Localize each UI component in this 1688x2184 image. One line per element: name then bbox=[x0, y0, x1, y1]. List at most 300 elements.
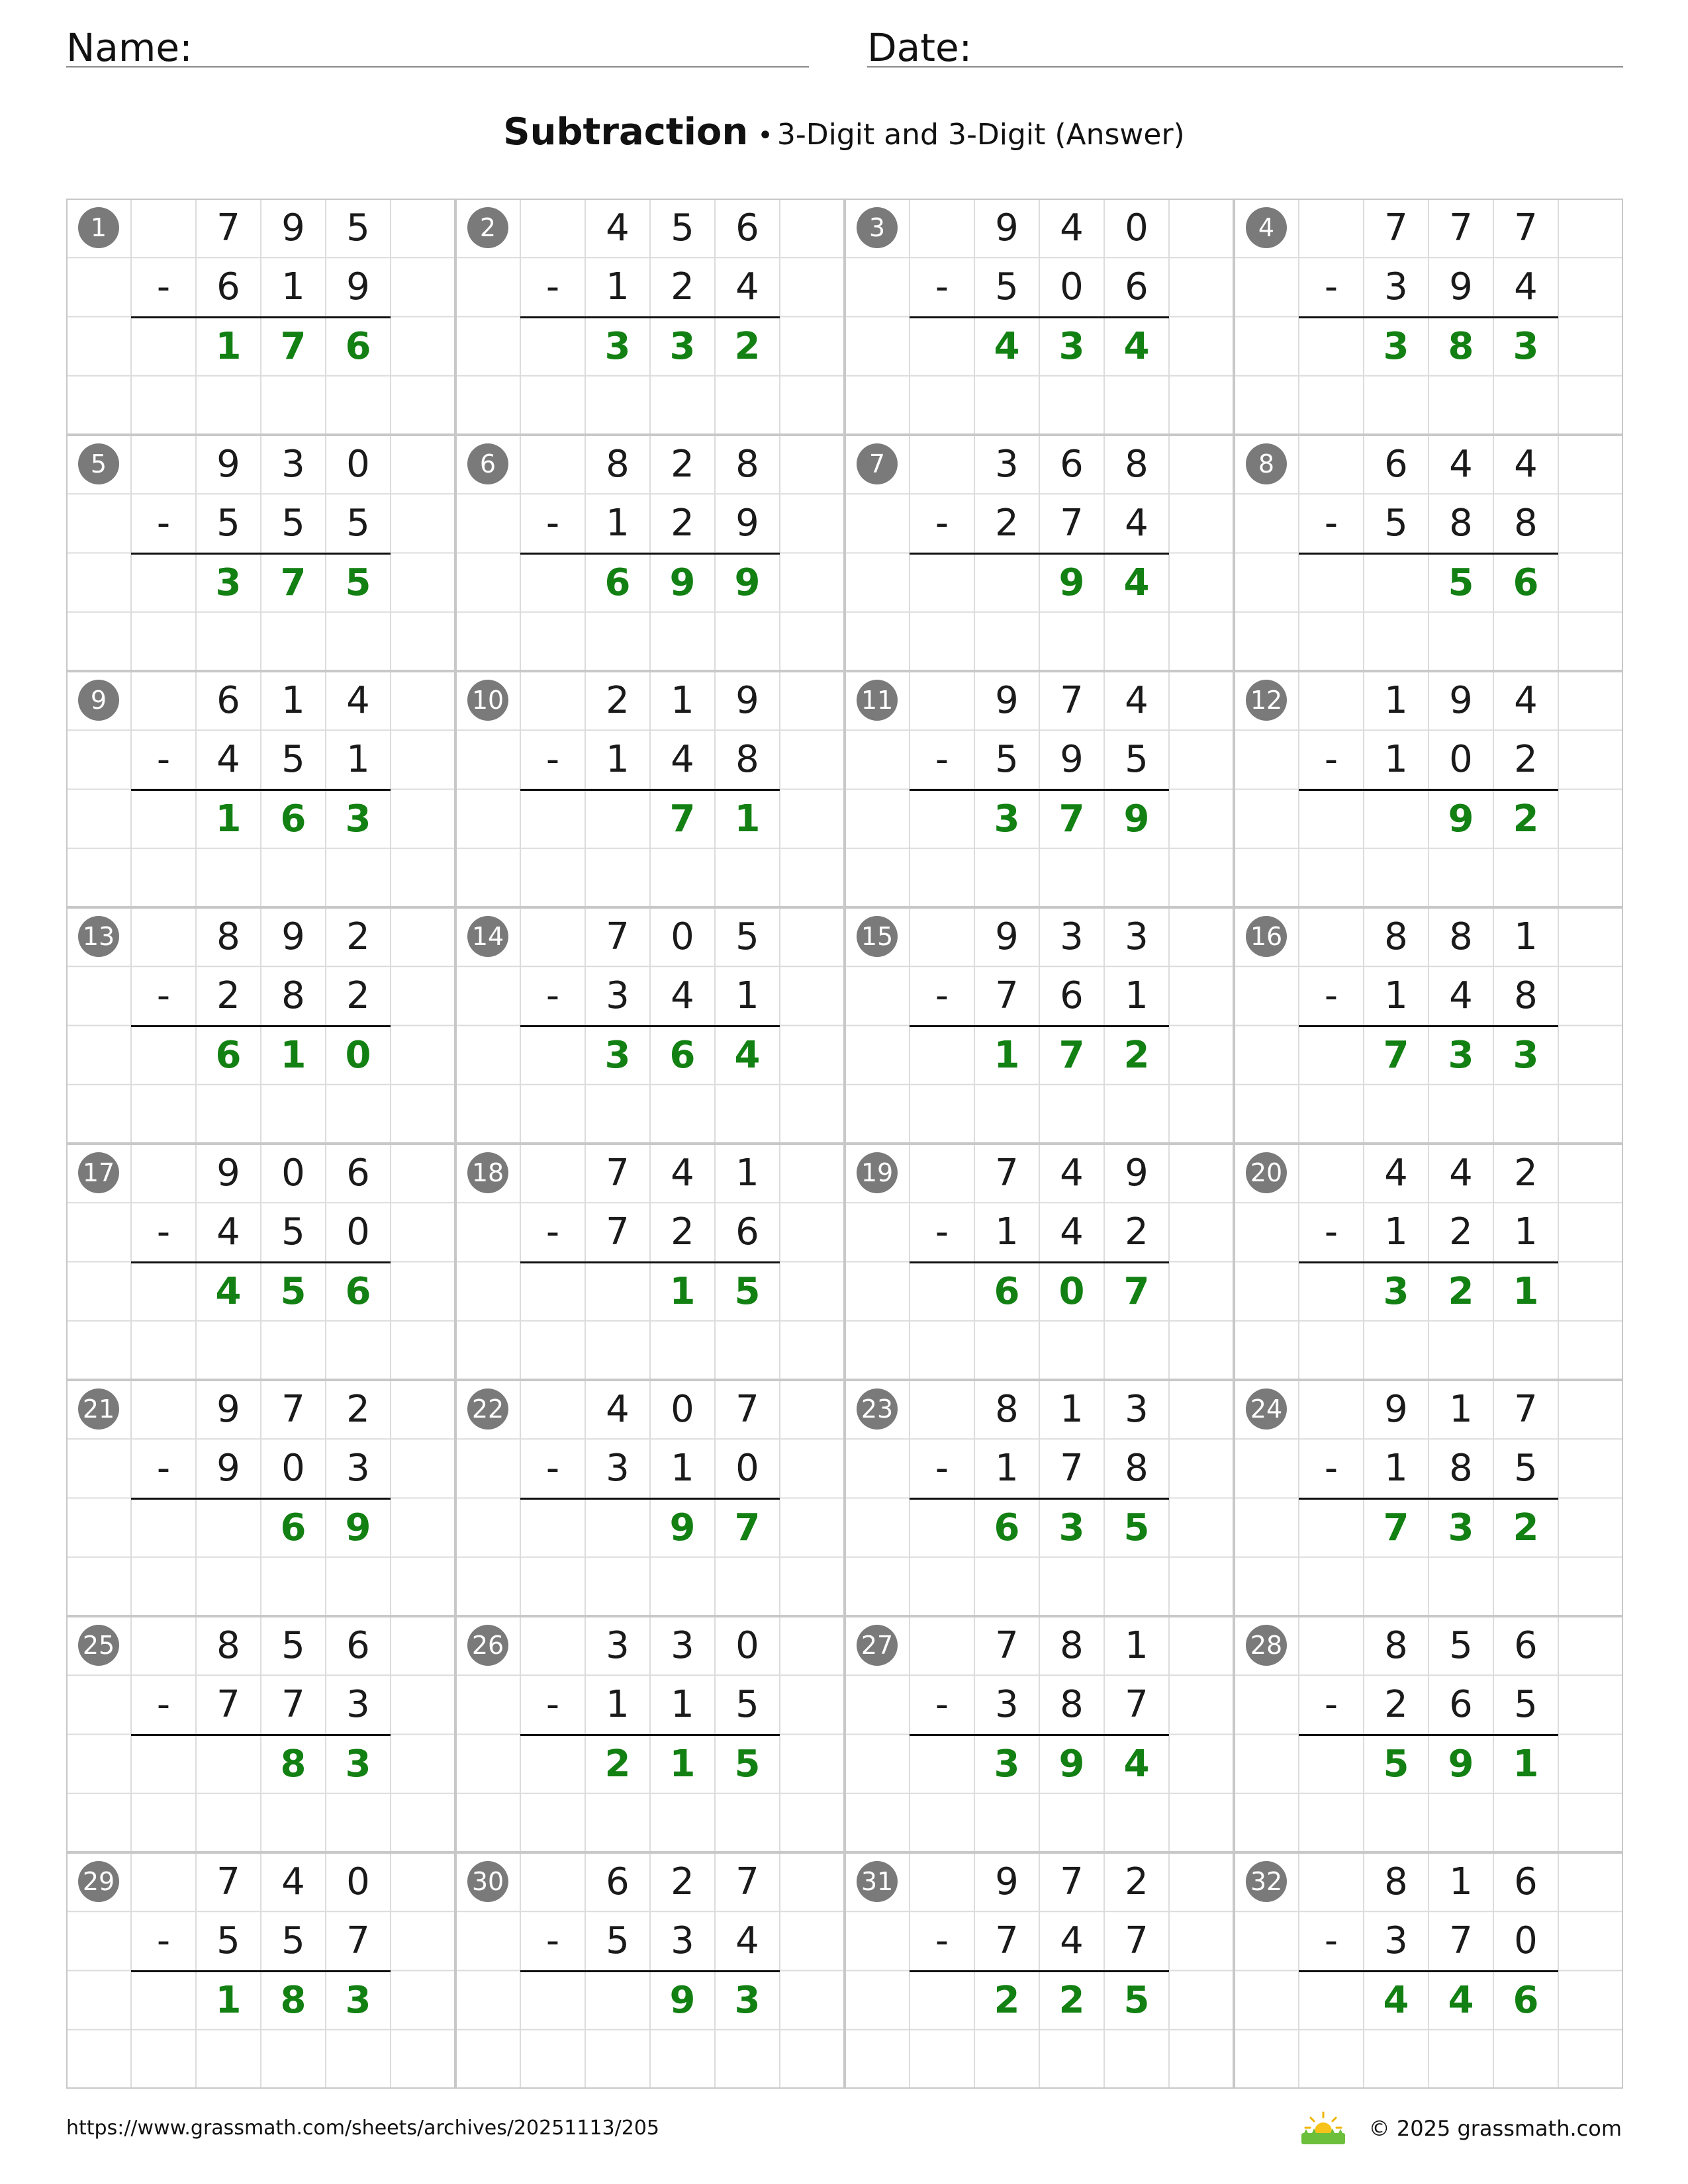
subtrahend-digit: 5 bbox=[1514, 1683, 1538, 1727]
subtrahend-digit: 9 bbox=[735, 502, 759, 545]
minus-sign: - bbox=[1324, 1919, 1338, 1963]
subtrahend-digit: 3 bbox=[1384, 1919, 1408, 1963]
name-line[interactable] bbox=[66, 66, 809, 68]
minus-sign: - bbox=[1324, 1683, 1338, 1727]
problem-number-badge: 27 bbox=[857, 1625, 898, 1666]
answer-digit: 9 bbox=[1058, 1742, 1085, 1786]
subtrahend-digit: 1 bbox=[281, 265, 305, 309]
subtrahend-digit: 6 bbox=[1449, 1683, 1473, 1727]
minuend-digit: 7 bbox=[1514, 1388, 1538, 1431]
minuend-digit: 3 bbox=[1125, 1388, 1149, 1431]
subtrahend-digit: 3 bbox=[995, 1683, 1019, 1727]
answer-line bbox=[910, 1261, 1169, 1263]
subtrahend-digit: 4 bbox=[1449, 974, 1473, 1018]
minuend-digit: 0 bbox=[346, 443, 370, 486]
answer-digit: 2 bbox=[994, 1978, 1020, 2022]
date-line[interactable] bbox=[867, 66, 1623, 68]
title-main: Subtraction bbox=[503, 111, 749, 154]
problem-number-badge: 15 bbox=[857, 916, 898, 957]
answer-digit bbox=[196, 1735, 261, 1794]
subtrahend-digit: 3 bbox=[606, 974, 630, 1018]
minuend-digit: 7 bbox=[735, 1860, 759, 1903]
answer-digit: 4 bbox=[1123, 561, 1150, 604]
minuend-digit: 4 bbox=[671, 1152, 694, 1195]
answer-line bbox=[1299, 1498, 1558, 1500]
subtrahend-digit: 7 bbox=[1125, 1919, 1149, 1963]
problems-layer bbox=[66, 199, 1623, 2089]
minus-sign: - bbox=[1324, 974, 1338, 1018]
minuend-digit: 7 bbox=[995, 1624, 1019, 1667]
answer-digit: 6 bbox=[215, 1033, 242, 1077]
subtrahend-digit: 7 bbox=[1060, 1447, 1084, 1490]
answer-digit: 8 bbox=[280, 1742, 306, 1786]
answer-digit bbox=[974, 553, 1039, 612]
minuend-digit: 8 bbox=[1384, 1860, 1408, 1903]
minuend-digit: 6 bbox=[216, 679, 240, 722]
problem-number-badge: 18 bbox=[467, 1152, 508, 1193]
problem-number-badge: 32 bbox=[1246, 1861, 1287, 1902]
subtrahend-digit: 3 bbox=[1384, 265, 1408, 309]
answer-digit: 2 bbox=[604, 1742, 631, 1786]
subtrahend-digit: 1 bbox=[671, 1683, 694, 1727]
answer-digit: 3 bbox=[669, 324, 696, 368]
answer-line bbox=[1299, 1025, 1558, 1027]
minuend-digit: 8 bbox=[216, 1624, 240, 1667]
answer-digit: 2 bbox=[1058, 1978, 1085, 2022]
answer-line bbox=[1299, 1970, 1558, 1972]
answer-digit: 4 bbox=[1448, 1978, 1474, 2022]
minuend-digit: 5 bbox=[281, 1624, 305, 1667]
answer-line bbox=[131, 1498, 391, 1500]
subtrahend-digit: 9 bbox=[216, 1447, 240, 1490]
minuend-digit: 9 bbox=[1449, 679, 1473, 722]
answer-line bbox=[1299, 789, 1558, 791]
subtrahend-digit: 0 bbox=[1449, 738, 1473, 782]
answer-line bbox=[910, 316, 1169, 318]
answer-digit: 3 bbox=[215, 561, 242, 604]
subtrahend-digit: 4 bbox=[1060, 1919, 1084, 1963]
subtrahend-digit: 3 bbox=[606, 1447, 630, 1490]
problem-number-badge: 24 bbox=[1246, 1388, 1287, 1430]
answer-line bbox=[520, 1498, 780, 1500]
answer-digit: 3 bbox=[1383, 324, 1409, 368]
minuend-digit: 5 bbox=[1449, 1624, 1473, 1667]
problem-number-badge: 3 bbox=[857, 207, 898, 248]
minuend-digit: 8 bbox=[735, 443, 759, 486]
answer-digit: 2 bbox=[1448, 1269, 1474, 1313]
answer-digit: 7 bbox=[734, 1506, 761, 1549]
minuend-digit: 5 bbox=[346, 206, 370, 250]
minuend-digit: 3 bbox=[606, 1624, 630, 1667]
subtrahend-digit: 2 bbox=[1125, 1210, 1149, 1254]
minuend-digit: 0 bbox=[671, 1388, 694, 1431]
minuend-digit: 1 bbox=[735, 1152, 759, 1195]
minuend-digit: 4 bbox=[1449, 1152, 1473, 1195]
subtrahend-digit: 1 bbox=[606, 738, 630, 782]
problem-number-badge: 21 bbox=[78, 1388, 119, 1430]
answer-line bbox=[520, 1025, 780, 1027]
answer-digit: 7 bbox=[1123, 1269, 1150, 1313]
answer-digit: 9 bbox=[1123, 797, 1150, 841]
minus-sign: - bbox=[935, 1447, 949, 1490]
minuend-digit: 0 bbox=[281, 1152, 305, 1195]
subtrahend-digit: 4 bbox=[735, 1919, 759, 1963]
subtrahend-digit: 4 bbox=[1125, 502, 1149, 545]
answer-line bbox=[520, 553, 780, 555]
minus-sign: - bbox=[935, 738, 949, 782]
subtrahend-digit: 2 bbox=[995, 502, 1019, 545]
minuend-digit: 4 bbox=[1060, 206, 1084, 250]
minuend-digit: 7 bbox=[216, 206, 240, 250]
problem-number-badge: 13 bbox=[78, 916, 119, 957]
answer-digit: 3 bbox=[994, 797, 1020, 841]
answer-digit: 9 bbox=[669, 561, 696, 604]
minuend-digit: 9 bbox=[216, 443, 240, 486]
subtrahend-digit: 5 bbox=[1125, 738, 1149, 782]
date-label: Date: bbox=[867, 25, 972, 70]
minuend-digit: 4 bbox=[1125, 679, 1149, 722]
subtrahend-digit: 2 bbox=[216, 974, 240, 1018]
subtrahend-digit: 9 bbox=[1449, 265, 1473, 309]
answer-digit: 1 bbox=[994, 1033, 1020, 1077]
answer-digit: 1 bbox=[215, 797, 242, 841]
subtrahend-digit: 6 bbox=[1125, 265, 1149, 309]
answer-digit: 5 bbox=[734, 1742, 761, 1786]
footer-url[interactable]: https://www.grassmath.com/sheets/archives/20251113/205 bbox=[66, 2116, 660, 2140]
answer-digit: 3 bbox=[1383, 1269, 1409, 1313]
minus-sign: - bbox=[935, 1919, 949, 1963]
minuend-digit: 7 bbox=[281, 1388, 305, 1431]
subtrahend-digit: 6 bbox=[1060, 974, 1084, 1018]
minuend-digit: 9 bbox=[281, 915, 305, 958]
problem-number-badge: 9 bbox=[78, 680, 119, 721]
minuend-digit: 2 bbox=[346, 915, 370, 958]
answer-digit: 3 bbox=[1448, 1033, 1474, 1077]
answer-digit: 3 bbox=[345, 1742, 371, 1786]
answer-line bbox=[131, 316, 391, 318]
subtrahend-digit: 5 bbox=[281, 1210, 305, 1254]
subtrahend-digit: 9 bbox=[346, 265, 370, 309]
subtrahend-digit: 1 bbox=[1384, 1210, 1408, 1254]
minuend-digit: 3 bbox=[995, 443, 1019, 486]
minuend-digit: 7 bbox=[1384, 206, 1408, 250]
subtrahend-digit: 6 bbox=[216, 265, 240, 309]
problem-number-badge: 23 bbox=[857, 1388, 898, 1430]
answer-digit: 3 bbox=[1513, 324, 1539, 368]
minuend-digit: 4 bbox=[1514, 679, 1538, 722]
subtrahend-digit: 5 bbox=[735, 1683, 759, 1727]
subtrahend-digit: 1 bbox=[735, 974, 759, 1018]
answer-line bbox=[910, 1498, 1169, 1500]
minuend-digit: 3 bbox=[671, 1624, 694, 1667]
subtrahend-digit: 0 bbox=[1060, 265, 1084, 309]
subtrahend-digit: 5 bbox=[995, 265, 1019, 309]
subtrahend-digit: 1 bbox=[606, 502, 630, 545]
minuend-digit: 5 bbox=[671, 206, 694, 250]
subtrahend-digit: 8 bbox=[1514, 974, 1538, 1018]
minuend-digit: 2 bbox=[671, 443, 694, 486]
subtrahend-digit: 3 bbox=[346, 1683, 370, 1727]
answer-digit bbox=[1364, 790, 1429, 848]
subtrahend-digit: 1 bbox=[1384, 738, 1408, 782]
minus-sign: - bbox=[156, 1210, 171, 1254]
minuend-digit: 7 bbox=[1060, 679, 1084, 722]
problem-number-badge: 11 bbox=[857, 680, 898, 721]
answer-digit: 5 bbox=[1123, 1506, 1150, 1549]
minuend-digit: 1 bbox=[1125, 1624, 1149, 1667]
minuend-digit: 3 bbox=[1060, 915, 1084, 958]
subtrahend-digit: 8 bbox=[1514, 502, 1538, 545]
subtrahend-digit: 2 bbox=[671, 265, 694, 309]
problem-number-badge: 17 bbox=[78, 1152, 119, 1193]
subtrahend-digit: 0 bbox=[735, 1447, 759, 1490]
answer-line bbox=[520, 316, 780, 318]
answer-digit: 1 bbox=[669, 1742, 696, 1786]
answer-digit: 5 bbox=[345, 561, 371, 604]
problem-number-badge: 25 bbox=[78, 1625, 119, 1666]
minuend-digit: 0 bbox=[346, 1860, 370, 1903]
minuend-digit: 6 bbox=[735, 206, 759, 250]
minus-sign: - bbox=[935, 1683, 949, 1727]
minuend-digit: 8 bbox=[1449, 915, 1473, 958]
minuend-digit: 9 bbox=[1125, 1152, 1149, 1195]
answer-digit: 6 bbox=[345, 324, 371, 368]
subtrahend-digit: 8 bbox=[1449, 502, 1473, 545]
subtrahend-digit: 6 bbox=[735, 1210, 759, 1254]
minuend-digit: 9 bbox=[735, 679, 759, 722]
subtrahend-digit: 2 bbox=[1384, 1683, 1408, 1727]
minuend-digit: 2 bbox=[346, 1388, 370, 1431]
answer-line bbox=[131, 1970, 391, 1972]
answer-digit: 9 bbox=[1058, 561, 1085, 604]
sun-over-grass-icon bbox=[1300, 2111, 1346, 2146]
answer-digit: 4 bbox=[215, 1269, 242, 1313]
problem-number-badge: 10 bbox=[467, 680, 508, 721]
subtrahend-digit: 1 bbox=[995, 1447, 1019, 1490]
subtrahend-digit: 0 bbox=[1514, 1919, 1538, 1963]
minuend-digit: 0 bbox=[735, 1624, 759, 1667]
minus-sign: - bbox=[545, 1683, 560, 1727]
answer-digit: 3 bbox=[734, 1978, 761, 2022]
answer-digit: 9 bbox=[1448, 1742, 1474, 1786]
answer-digit bbox=[585, 1971, 650, 2030]
name-label: Name: bbox=[66, 25, 193, 70]
subtrahend-digit: 7 bbox=[281, 1683, 305, 1727]
subtrahend-digit: 3 bbox=[671, 1919, 694, 1963]
answer-digit: 7 bbox=[280, 324, 306, 368]
minuend-digit: 1 bbox=[1514, 915, 1538, 958]
answer-line bbox=[910, 789, 1169, 791]
minuend-digit: 9 bbox=[216, 1388, 240, 1431]
minus-sign: - bbox=[545, 1447, 560, 1490]
minuend-digit: 2 bbox=[671, 1860, 694, 1903]
minus-sign: - bbox=[1324, 265, 1338, 309]
answer-digit: 3 bbox=[1058, 1506, 1085, 1549]
answer-digit: 3 bbox=[345, 797, 371, 841]
subtrahend-digit: 4 bbox=[1060, 1210, 1084, 1254]
subtrahend-digit: 8 bbox=[1125, 1447, 1149, 1490]
minuend-digit: 7 bbox=[1060, 1860, 1084, 1903]
subtrahend-digit: 4 bbox=[216, 1210, 240, 1254]
subtrahend-digit: 2 bbox=[1449, 1210, 1473, 1254]
minus-sign: - bbox=[545, 738, 560, 782]
problem-number-badge: 7 bbox=[857, 443, 898, 484]
answer-line bbox=[131, 1261, 391, 1263]
answer-line bbox=[910, 1025, 1169, 1027]
subtrahend-digit: 4 bbox=[671, 974, 694, 1018]
subtrahend-digit: 1 bbox=[606, 265, 630, 309]
subtrahend-digit: 1 bbox=[1384, 974, 1408, 1018]
answer-digit: 6 bbox=[604, 561, 631, 604]
minuend-digit: 9 bbox=[995, 206, 1019, 250]
footer-copyright: © 2025 grassmath.com bbox=[1368, 2116, 1622, 2141]
subtrahend-digit: 7 bbox=[995, 1919, 1019, 1963]
problem-number-badge: 29 bbox=[78, 1861, 119, 1902]
answer-digit: 4 bbox=[1123, 1742, 1150, 1786]
minuend-digit: 9 bbox=[1384, 1388, 1408, 1431]
minuend-digit: 9 bbox=[281, 206, 305, 250]
minus-sign: - bbox=[935, 502, 949, 545]
answer-digit bbox=[585, 1498, 650, 1557]
minuend-digit: 7 bbox=[995, 1152, 1019, 1195]
answer-line bbox=[131, 553, 391, 555]
answer-digit: 9 bbox=[345, 1506, 371, 1549]
subtrahend-digit: 8 bbox=[281, 974, 305, 1018]
answer-line bbox=[1299, 1734, 1558, 1736]
subtrahend-digit: 4 bbox=[1514, 265, 1538, 309]
subtrahend-digit: 1 bbox=[1514, 1210, 1538, 1254]
answer-digit: 4 bbox=[994, 324, 1020, 368]
minus-sign: - bbox=[156, 974, 171, 1018]
minus-sign: - bbox=[935, 1210, 949, 1254]
answer-digit: 3 bbox=[345, 1978, 371, 2022]
minuend-digit: 8 bbox=[1125, 443, 1149, 486]
subtrahend-digit: 5 bbox=[346, 502, 370, 545]
minuend-digit: 4 bbox=[1060, 1152, 1084, 1195]
answer-digit: 4 bbox=[1383, 1978, 1409, 2022]
answer-digit: 1 bbox=[215, 1978, 242, 2022]
minuend-digit: 8 bbox=[1384, 915, 1408, 958]
answer-digit bbox=[1364, 553, 1429, 612]
minuend-digit: 6 bbox=[1514, 1860, 1538, 1903]
subtrahend-digit: 1 bbox=[995, 1210, 1019, 1254]
subtrahend-digit: 7 bbox=[995, 974, 1019, 1018]
answer-line bbox=[131, 1734, 391, 1736]
answer-digit: 4 bbox=[1123, 324, 1150, 368]
problem-number-badge: 20 bbox=[1246, 1152, 1287, 1193]
subtrahend-digit: 0 bbox=[346, 1210, 370, 1254]
answer-digit: 7 bbox=[280, 561, 306, 604]
subtrahend-digit: 1 bbox=[1125, 974, 1149, 1018]
subtrahend-digit: 5 bbox=[281, 502, 305, 545]
answer-line bbox=[910, 1734, 1169, 1736]
answer-digit: 0 bbox=[1058, 1269, 1085, 1313]
minuend-digit: 7 bbox=[1514, 206, 1538, 250]
answer-digit: 6 bbox=[1513, 1978, 1539, 2022]
answer-digit bbox=[585, 790, 650, 848]
problem-number-badge: 5 bbox=[78, 443, 119, 484]
minus-sign: - bbox=[1324, 1210, 1338, 1254]
subtrahend-digit: 7 bbox=[1060, 502, 1084, 545]
answer-digit: 4 bbox=[734, 1033, 761, 1077]
problem-number-badge: 30 bbox=[467, 1861, 508, 1902]
answer-line bbox=[1299, 553, 1558, 555]
answer-digit: 2 bbox=[734, 324, 761, 368]
answer-digit: 2 bbox=[1513, 797, 1539, 841]
subtrahend-digit: 2 bbox=[1514, 738, 1538, 782]
subtrahend-digit: 5 bbox=[216, 1919, 240, 1963]
minuend-digit: 1 bbox=[671, 679, 694, 722]
subtrahend-digit: 2 bbox=[346, 974, 370, 1018]
subtrahend-digit: 3 bbox=[346, 1447, 370, 1490]
minuend-digit: 8 bbox=[606, 443, 630, 486]
minuend-digit: 4 bbox=[1514, 443, 1538, 486]
minus-sign: - bbox=[156, 265, 171, 309]
answer-digit: 1 bbox=[669, 1269, 696, 1313]
answer-digit: 8 bbox=[280, 1978, 306, 2022]
answer-digit: 7 bbox=[1383, 1033, 1409, 1077]
answer-line bbox=[1299, 1261, 1558, 1263]
subtrahend-digit: 2 bbox=[671, 1210, 694, 1254]
minuend-digit: 6 bbox=[1514, 1624, 1538, 1667]
answer-digit: 1 bbox=[734, 797, 761, 841]
minus-sign: - bbox=[545, 1919, 560, 1963]
minus-sign: - bbox=[545, 265, 560, 309]
answer-digit: 1 bbox=[1513, 1269, 1539, 1313]
problem-number-badge: 4 bbox=[1246, 207, 1287, 248]
minuend-digit: 7 bbox=[216, 1860, 240, 1903]
answer-digit: 0 bbox=[345, 1033, 371, 1077]
answer-digit: 6 bbox=[1513, 561, 1539, 604]
minuend-digit: 9 bbox=[995, 915, 1019, 958]
subtrahend-digit: 7 bbox=[1125, 1683, 1149, 1727]
subtrahend-digit: 5 bbox=[216, 502, 240, 545]
answer-digit: 2 bbox=[1513, 1506, 1539, 1549]
subtrahend-digit: 5 bbox=[281, 738, 305, 782]
minuend-digit: 2 bbox=[1125, 1860, 1149, 1903]
minuend-digit: 4 bbox=[1384, 1152, 1408, 1195]
minuend-digit: 4 bbox=[346, 679, 370, 722]
answer-digit: 5 bbox=[734, 1269, 761, 1313]
minuend-digit: 2 bbox=[606, 679, 630, 722]
answer-digit: 1 bbox=[280, 1033, 306, 1077]
subtrahend-digit: 5 bbox=[606, 1919, 630, 1963]
answer-line bbox=[520, 1261, 780, 1263]
answer-digit: 1 bbox=[215, 324, 242, 368]
answer-digit: 7 bbox=[1058, 1033, 1085, 1077]
minuend-digit: 7 bbox=[606, 1152, 630, 1195]
problem-number-badge: 16 bbox=[1246, 916, 1287, 957]
title-separator: • bbox=[757, 120, 773, 151]
subtrahend-digit: 4 bbox=[735, 265, 759, 309]
subtrahend-digit: 7 bbox=[216, 1683, 240, 1727]
minus-sign: - bbox=[156, 1683, 171, 1727]
minus-sign: - bbox=[1324, 502, 1338, 545]
problem-number-badge: 2 bbox=[467, 207, 508, 248]
answer-digit: 5 bbox=[1123, 1978, 1150, 2022]
answer-digit: 6 bbox=[280, 1506, 306, 1549]
problem-number-badge: 8 bbox=[1246, 443, 1287, 484]
answer-digit: 6 bbox=[669, 1033, 696, 1077]
subtrahend-digit: 8 bbox=[1449, 1447, 1473, 1490]
subtrahend-digit: 0 bbox=[281, 1447, 305, 1490]
minuend-digit: 0 bbox=[671, 915, 694, 958]
answer-digit: 3 bbox=[1513, 1033, 1539, 1077]
minus-sign: - bbox=[1324, 738, 1338, 782]
answer-digit: 3 bbox=[1448, 1506, 1474, 1549]
answer-line bbox=[131, 789, 391, 791]
problem-number-badge: 19 bbox=[857, 1152, 898, 1193]
